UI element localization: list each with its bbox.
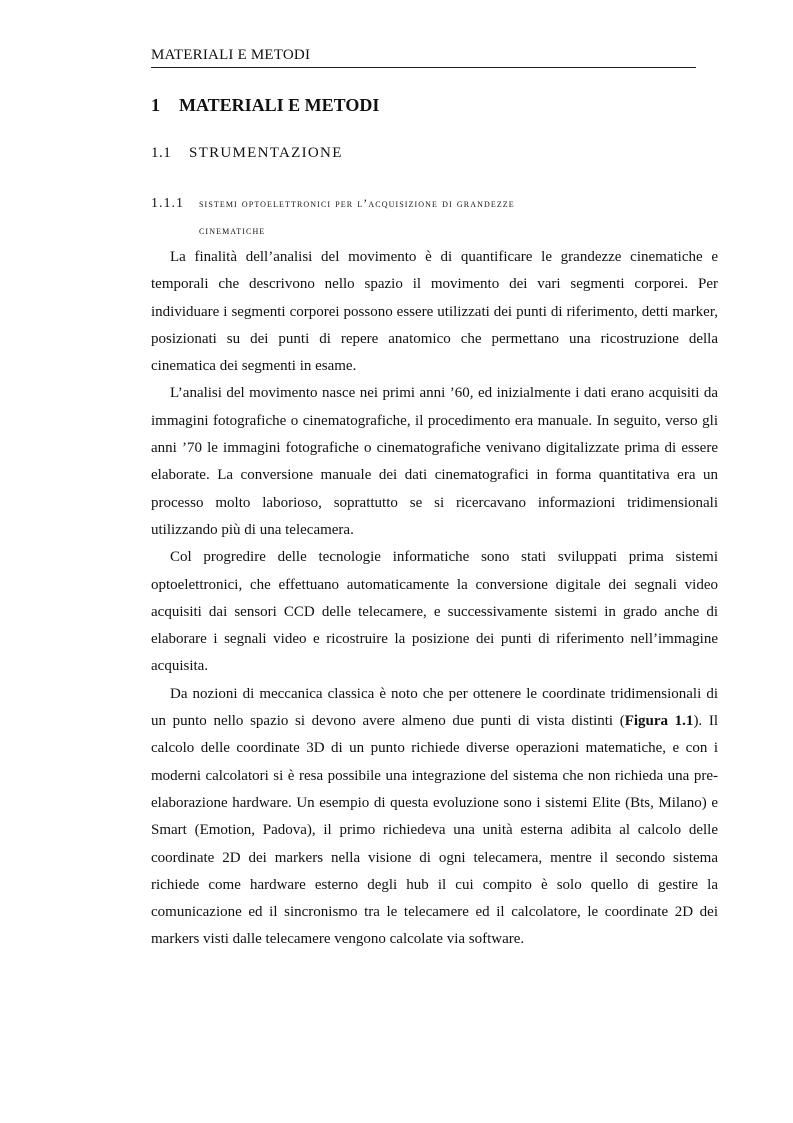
subsection-title-line2: cinematiche: [199, 223, 266, 237]
section-number: 1.1: [151, 145, 172, 161]
chapter-number: 1: [151, 95, 160, 115]
section-heading: [151, 145, 343, 162]
paragraph-3: Col progredire delle tecnologie informatiche sono stati sviluppati prima sistemi optoelettronici, che effettuano automaticamente la conversione digitale dei segnali video acquisiti dai sensori CCD delle telecamere, e successivamente sistemi in grado anche di elaborare i segnali video e ricostruire la posizione dei punti di riferimento nell’immagine acquisita.: [151, 549, 718, 675]
subsection-heading: [151, 190, 711, 244]
paragraph-4-part2: ). Il calcolo delle coordinate 3D di un punto richiede diverse operazioni matematiche, e con i moderni calcolatori si è resa possibile una integrazione del sistema che non richieda una pre-elaborazione hardware. Un esempio di questa evoluzione sono i sistemi Elite (Bts, Milano) e Smart (Emotion, Padova), il primo richiedeva una unità esterna adibita al calcolo delle coordinate 2D dei markers nella visione di ogni telecamera, mentre il secondo sistema richiede come hardware esterno degli hub il cui compito è solo quello di gestire la comunicazione ed il sincronismo tra le telecamere ed il calcolatore, le coordinate 2D dei markers visti dalle telecamere vengono calcolate via software.: [151, 713, 718, 948]
chapter-title: MATERIALI E METODI: [179, 95, 380, 115]
subsection-number: 1.1.1: [151, 196, 184, 211]
paragraph-4-part1: Da nozioni di meccanica classica è noto che per ottenere le coordinate tridimensionali di un punto nello spazio si devono avere almeno due punti di vista distinti (: [151, 685, 718, 730]
subsection-title-line1: sistemi optoelettronici per l’acquisizione di grandezze: [199, 196, 515, 210]
running-head: MATERIALI E METODI: [151, 47, 311, 63]
section-title: STRUMENTAZIONE: [189, 145, 343, 161]
paragraph-2: L’analisi del movimento nasce nei primi anni ’60, ed inizialmente i dati erano acquisiti da immagini fotografiche o cinematografiche, il procedimento era manuale. In seguito, verso gli anni ’70 le immagini fotografiche o cinematografiche venivano digitalizzate prima di essere elaborate. La conversione manuale dei dati cinematografici in forma quantitativa era un processo molto laborioso, soprattutto se si ricercavano informazioni tridimensionali utilizzando più di una telecamera.: [151, 385, 718, 538]
paragraph-4: [151, 681, 718, 954]
header-rule: [151, 67, 696, 68]
paragraph-1: La finalità dell’analisi del movimento è di quantificare le grandezze cinematiche e temporali che descrivono nello spazio il movimento dei vari segmenti corporei. Per individuare i segmenti corporei possono essere utilizzati dei punti di riferimento, detti marker, posizionati su dei punti di repere anatomico che permettano una ricostruzione della cinematica dei segmenti in esame.: [151, 249, 718, 375]
body-text: [151, 244, 718, 954]
figure-reference: Figura 1.1: [624, 713, 694, 730]
chapter-heading: [151, 95, 379, 116]
